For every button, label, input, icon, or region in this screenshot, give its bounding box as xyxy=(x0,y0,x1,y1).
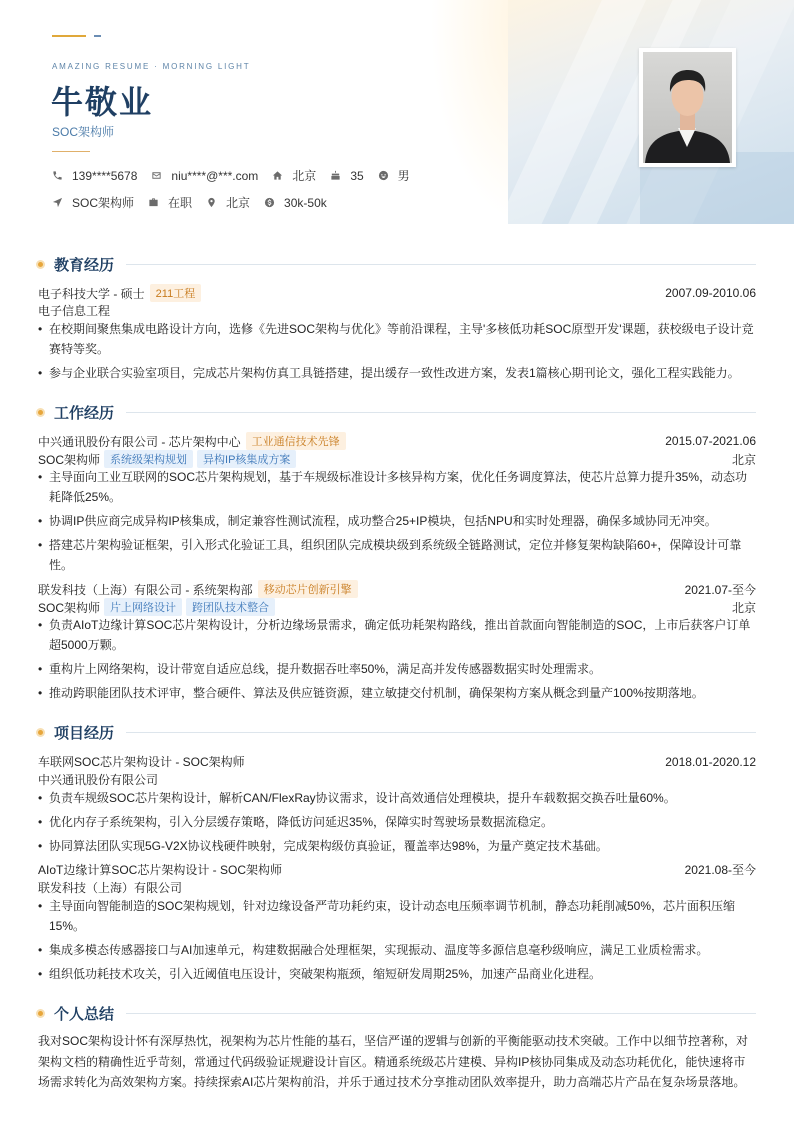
list-item: • 优化内存子系统架构，引入分层缓存策略，降低访问延迟35%，保障实时驾驶场景数据流稳定。 xyxy=(38,812,756,832)
section-rule xyxy=(126,732,756,733)
education-entry xyxy=(38,284,756,302)
list-item: • 协调IP供应商完成异构IP核集成，制定兼容性测试流程，成功整合25+IP模块，包括NPU和实时处理器，确保多域协同无冲突。 xyxy=(38,511,756,531)
school-tag: 211工程 xyxy=(150,284,202,302)
job-tag: 工业通信技术先锋 xyxy=(246,432,346,450)
project-date: 2018.01-2020.12 xyxy=(665,754,756,769)
intent-status xyxy=(148,194,192,211)
home-icon xyxy=(272,170,283,181)
skill-tag: 异构IP核集成方案 xyxy=(197,450,296,468)
job-company: 中兴通讯股份有限公司 - 芯片架构中心 xyxy=(38,434,241,449)
avatar xyxy=(643,52,732,163)
section-dot xyxy=(36,408,45,417)
mail-icon xyxy=(151,170,162,181)
contact-email xyxy=(151,169,258,183)
contact-row xyxy=(52,167,424,184)
briefcase-icon xyxy=(148,197,159,208)
job-header xyxy=(38,432,756,450)
section-title: 个人总结 xyxy=(54,1006,115,1023)
contact-gender xyxy=(378,167,410,184)
list-item: • 参与企业联合实验室项目，完成芯片架构仿真工具链搭建，提出缓存一致性改进方案，发表1篇核心期刊论文，强化工程实践能力。 xyxy=(38,363,756,383)
candidate-name: 牛敬业 xyxy=(51,84,154,120)
list-item: • 主导面向智能制造的SOC架构规划，针对边缘设备严苛功耗约束，设计动态电压频率调节机制，静态功耗削减50%，芯片面积压缩15%。 xyxy=(38,896,756,936)
section-projects xyxy=(36,722,756,743)
job-role-line xyxy=(38,450,756,468)
email-text: niu****@***.com xyxy=(171,168,259,183)
section-dot xyxy=(36,260,45,269)
intent-role-text: SOC架构师 xyxy=(72,196,135,210)
intent-salary-text: 30k-50k xyxy=(284,195,327,210)
job-tag: 移动芯片创新引擎 xyxy=(258,580,358,598)
face-icon xyxy=(378,170,389,181)
section-rule xyxy=(126,264,756,265)
education-date: 2007.09-2010.06 xyxy=(665,286,756,300)
money-icon xyxy=(264,197,275,208)
section-dot xyxy=(36,728,45,737)
section-rule xyxy=(126,1013,756,1014)
project-header xyxy=(38,753,756,770)
project-company-line xyxy=(38,771,756,788)
project-header xyxy=(38,861,756,878)
age-text: 35 xyxy=(350,168,364,183)
section-dot xyxy=(36,1009,45,1018)
contact-home xyxy=(272,167,316,184)
job-city: 北京 xyxy=(731,600,756,615)
location-icon xyxy=(206,197,217,208)
section-title: 教育经历 xyxy=(54,257,115,274)
job-role-line xyxy=(38,598,756,616)
list-item: • 协同算法团队实现5G-V2X协议栈硬件映射，完成架构级仿真验证，覆盖率达98%，为量产奠定技术基础。 xyxy=(38,836,756,856)
home-text: 北京 xyxy=(292,169,317,183)
contact-age xyxy=(330,169,363,183)
skill-tag: 跨团队技术整合 xyxy=(186,598,275,616)
deco-line-blue xyxy=(94,35,101,37)
intent-status-text: 在职 xyxy=(168,196,193,210)
intent-city-text: 北京 xyxy=(226,196,251,210)
title-underline xyxy=(52,151,90,152)
intent-salary xyxy=(264,196,327,210)
list-item: • 搭建芯片架构验证框架，引入形式化验证工具，组织团队完成模块级到系统级全链路测试，定位并修复架构缺陷60+，保障设计可靠性。 xyxy=(38,535,756,575)
section-summary xyxy=(36,1003,756,1024)
project-date: 2021.08-至今 xyxy=(684,863,756,877)
list-item: • 负责AIoT边缘计算SOC芯片架构设计，分析边缘场景需求，确定低功耗架构路线，推出首款面向智能制造的SOC，上市后获客户订单超5000万颗。 xyxy=(38,615,756,655)
cake-icon xyxy=(330,170,341,181)
list-item: • 推动跨职能团队技术评审，整合硬件、算法及供应链资源，建立敏捷交付机制，确保架构方案从概念到量产100%按期落地。 xyxy=(38,683,756,703)
list-item: • 集成多模态传感器接口与AI加速单元，构建数据融合处理框架，实现振动、温度等多源信息毫秒级响应，满足工业质检需求。 xyxy=(38,940,756,960)
job-header xyxy=(38,580,756,598)
skill-tag: 系统级架构规划 xyxy=(104,450,193,468)
list-item: • 主导面向工业互联网的SOC芯片架构规划，基于车规级标准设计多核异构方案，优化任务调度算法，使芯片总算力提升35%，动态功耗降低25%。 xyxy=(38,467,756,507)
contact-phone xyxy=(52,169,137,183)
skill-tag: 片上网络设计 xyxy=(104,598,182,616)
job-company: 联发科技（上海）有限公司 - 系统架构部 xyxy=(38,582,253,597)
profile-photo xyxy=(639,48,736,167)
section-title: 工作经历 xyxy=(54,405,115,422)
candidate-title: SOC架构师 xyxy=(52,125,115,139)
send-icon xyxy=(52,197,63,208)
list-item: • 组织低功耗技术攻关，引入近阈值电压设计，突破架构瓶颈，缩短研发周期25%，加速产品商业化进程。 xyxy=(38,964,756,984)
project-company-line xyxy=(38,879,756,896)
resume-header xyxy=(0,0,794,224)
project-name: AIoT边缘计算SOC芯片架构设计 - SOC架构师 xyxy=(38,863,283,877)
project-company: 中兴通讯股份有限公司 xyxy=(38,773,159,787)
job-role: SOC架构师 xyxy=(38,452,101,467)
section-work xyxy=(36,402,756,423)
project-company: 联发科技（上海）有限公司 xyxy=(38,881,183,895)
intent-role xyxy=(52,194,134,211)
deco-line-gold xyxy=(52,35,86,37)
job-role: SOC架构师 xyxy=(38,600,101,615)
phone-icon xyxy=(52,170,63,181)
job-date: 2021.07-至今 xyxy=(684,582,756,597)
intent-city xyxy=(206,194,250,211)
list-item: • 在校期间聚焦集成电路设计方向，选修《先进SOC架构与优化》等前沿课程，主导'多核低功耗SOC原型开发'课题，获校级电子设计竞赛特等奖。 xyxy=(38,319,756,359)
gender-text: 男 xyxy=(397,169,410,183)
summary-text: 我对SOC架构设计怀有深厚热忱，视架构为芯片性能的基石，坚信严谨的逻辑与创新的平衡能驱动技术突破。工作中以细节控著称，对架构文档的精确性近乎苛刻，常通过代码级验证规避设计盲区。精通系统级芯片建模、异构IP核协同集成及动态功耗优化，能快速将市场需求转化为高效架构方案。持续探索AI芯片架构前沿，并乐于通过技术分享推动团队效率提升，助力高端芯片产品在复杂场景落地。 xyxy=(38,1034,749,1089)
job-city: 北京 xyxy=(731,452,756,467)
education-major: 电子信息工程 xyxy=(38,304,111,318)
section-rule xyxy=(126,412,756,413)
job-intent-row xyxy=(52,194,341,211)
resume-tagline: AMAZING RESUME · MORNING LIGHT xyxy=(52,62,251,71)
job-date: 2015.07-2021.06 xyxy=(665,434,756,448)
education-major-line xyxy=(38,302,756,319)
phone-text: 139****5678 xyxy=(72,168,138,183)
section-title: 项目经历 xyxy=(54,725,115,742)
list-item: • 重构片上网络架构，设计带宽自适应总线，提升数据吞吐率50%，满足高并发传感器数据实时处理需求。 xyxy=(38,659,756,679)
school-name: 电子科技大学 - 硕士 xyxy=(38,286,145,301)
list-item: • 负责车规级SOC芯片架构设计，解析CAN/FlexRay协议需求，设计高效通信处理模块，提升车载数据交换吞吐量60%。 xyxy=(38,788,756,808)
section-education xyxy=(36,254,756,275)
project-name: 车联网SOC芯片架构设计 - SOC架构师 xyxy=(38,755,245,769)
